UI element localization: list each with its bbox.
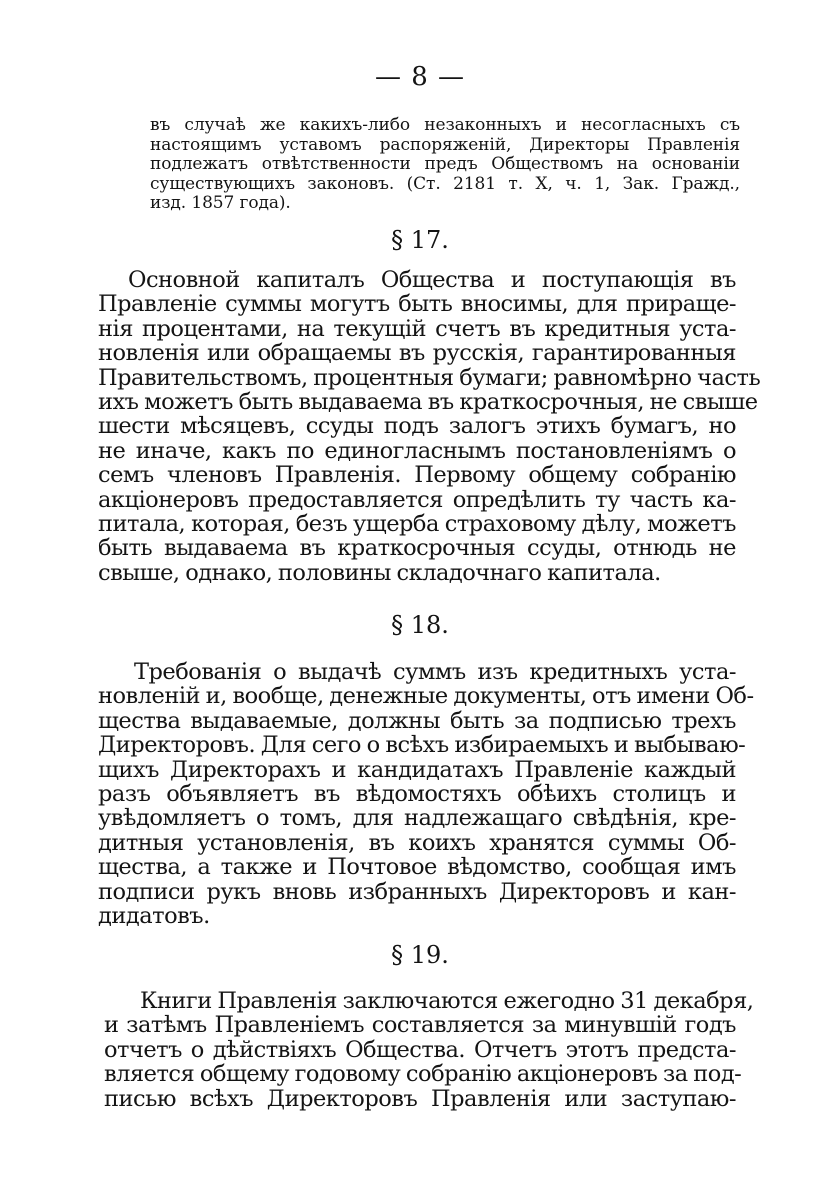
paragraph-line: дитныя установленія, въ коихъ хранятся суммы Об-: [98, 829, 736, 856]
intro-line: настоящимъ уставомъ распоряженій, Директоры Правленія: [150, 134, 740, 155]
section-17-paragraph: [98, 267, 761, 586]
paragraph-line: писью всѣхъ Директоровъ Правленія или заступаю-: [104, 1085, 736, 1112]
paragraph-line: вляется общему годовому собранію акціонеровъ за под-: [104, 1061, 742, 1088]
paragraph-line: акціонеровъ предоставляется опредѣлить ту часть ка-: [98, 486, 736, 513]
paragraph-line: щества, а также и Почтовое вѣдомство, сообщая имъ: [98, 854, 736, 881]
paragraph-line: дидатовъ.: [98, 902, 210, 929]
intro-line: въ случаѣ же какихъ-либо незаконныхъ и несогласныхъ съ: [150, 115, 740, 135]
paragraph-line: шести мѣсяцевъ, ссуды подъ залогъ этихъ бумагъ, но: [98, 413, 736, 440]
paragraph-line: питала, которая, безъ ущерба страховому дѣлу, можетъ: [98, 510, 736, 537]
paragraph-line: семъ членовъ Правленія. Первому общему собранію: [98, 462, 736, 489]
paragraph-line: подписи рукъ вновь избранныхъ Директоровъ и кан-: [98, 878, 736, 905]
paragraph-line: Требованія о выдачѣ суммъ изъ кредитныхъ уста-: [134, 659, 736, 685]
section-heading-17: § 17.: [391, 226, 449, 254]
paragraph-line: увѣдомляетъ о томъ, для надлежащаго свѣдѣнія, кре-: [98, 805, 736, 832]
paragraph-line: быть выдаваема въ краткосрочныя ссуды, отнюдь не: [98, 535, 736, 562]
section-heading-18: § 18.: [391, 611, 449, 639]
intro-line: изд. 1857 года).: [150, 193, 291, 213]
paragraph-line: нія процентами, на текущій счетъ въ кредитныя уста-: [98, 315, 736, 342]
paragraph-line: отчетъ о дѣйствіяхъ Общества. Отчетъ этотъ предста-: [104, 1036, 736, 1063]
paragraph-line: и затѣмъ Правленіемъ составляется за минувшій годъ: [104, 1012, 736, 1039]
paragraph-line: не иначе, какъ по единогласнымъ постановленіямъ о: [98, 437, 736, 464]
paragraph-line: Правительствомъ, процентныя бумаги; равномѣрно часть: [98, 364, 761, 391]
section-18-paragraph: [98, 659, 754, 929]
paragraph-line: свыше, однако, половины складочнаго капитала.: [98, 559, 661, 586]
intro-line: подлежатъ отвѣтственности предъ Обществомъ на основаніи: [150, 154, 740, 174]
section-19-paragraph: [104, 988, 754, 1112]
intro-line: существующихъ законовъ. (Ст. 2181 т. X, ч. 1, Зак. Гражд.,: [150, 173, 740, 194]
paragraph-line: щихъ Директорахъ и кандидатахъ Правленіе каждый: [98, 756, 736, 783]
paragraph-line: Основной капиталъ Общества и поступающія въ: [128, 267, 736, 293]
paragraph-line: новленій и, вообще, денежные документы, отъ имени Об-: [98, 683, 754, 710]
paragraph-line: Директоровъ. Для сего о всѣхъ избираемыхъ и выбываю-: [98, 732, 746, 759]
section-heading-19: § 19.: [391, 941, 449, 969]
page-number: — 8 —: [374, 62, 466, 92]
intro-paragraph: [150, 116, 740, 214]
paragraph-line: Правленіе суммы могутъ быть вносимы, для прираще-: [98, 291, 736, 318]
paragraph-line: щества выдаваемые, должны быть за подписью трехъ: [98, 707, 736, 734]
paragraph-line: Книги Правленія заключаются ежегодно 31 декабря,: [140, 988, 754, 1014]
paragraph-line: ихъ можетъ быть выдаваема въ краткосрочныя, не свыше: [98, 388, 758, 415]
paragraph-line: разъ объявляетъ въ вѣдомостяхъ обѣихъ столицъ и: [98, 780, 736, 807]
paragraph-line: новленія или обращаемы въ русскія, гарантированныя: [98, 340, 736, 367]
